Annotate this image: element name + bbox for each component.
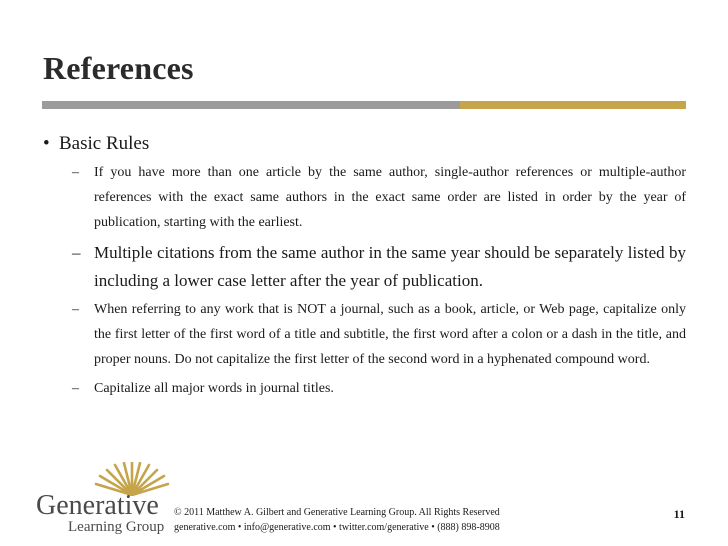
- dash-marker: –: [72, 381, 79, 396]
- logo-wordmark: Generative: [36, 490, 159, 521]
- dash-marker: –: [72, 165, 79, 180]
- rule-text: If you have more than one article by the same author, single-author references or multiple-author references with the exact same authors in the exact same order are listed in order by the year of publication, starting with the earliest.: [94, 165, 686, 230]
- rules-list: [72, 160, 686, 405]
- main-bullet: [43, 133, 149, 155]
- main-bullet-label: Basic Rules: [59, 133, 150, 154]
- rule-text: Multiple citations from the same author in the same year should be separately listed by including a lower case letter after the year of publication.: [94, 243, 686, 290]
- page-number: 11: [673, 507, 685, 521]
- footer-text: [174, 505, 500, 535]
- rule-item: [72, 376, 686, 401]
- title-divider-gold: [460, 101, 686, 109]
- rule-text: Capitalize all major words in journal titles.: [94, 381, 334, 396]
- dash-marker: –: [72, 302, 79, 317]
- rule-item: [72, 297, 686, 372]
- title-divider-gray: [42, 101, 460, 109]
- contact-line: generative.com • info@generative.com • twitter.com/generative • (888) 898-8908: [174, 522, 500, 533]
- dash-marker: –: [72, 243, 81, 262]
- copyright-line: © 2011 Matthew A. Gilbert and Generative Learning Group. All Rights Reserved: [174, 507, 500, 518]
- slide-title: References: [43, 50, 194, 86]
- logo-subtitle: Learning Group: [68, 519, 165, 535]
- rule-text: When referring to any work that is NOT a journal, such as a book, article, or Web page, capitalize only the first letter of the first word of a title and subtitle, the first word after a colon or a dash in the title, and proper nouns. Do not capitalize the first letter of the second word in a hyphenated compound word.: [94, 302, 686, 367]
- rule-item: [72, 160, 686, 235]
- rule-item: [72, 239, 686, 295]
- bullet-marker: •: [43, 133, 50, 154]
- generative-logo: [36, 462, 165, 540]
